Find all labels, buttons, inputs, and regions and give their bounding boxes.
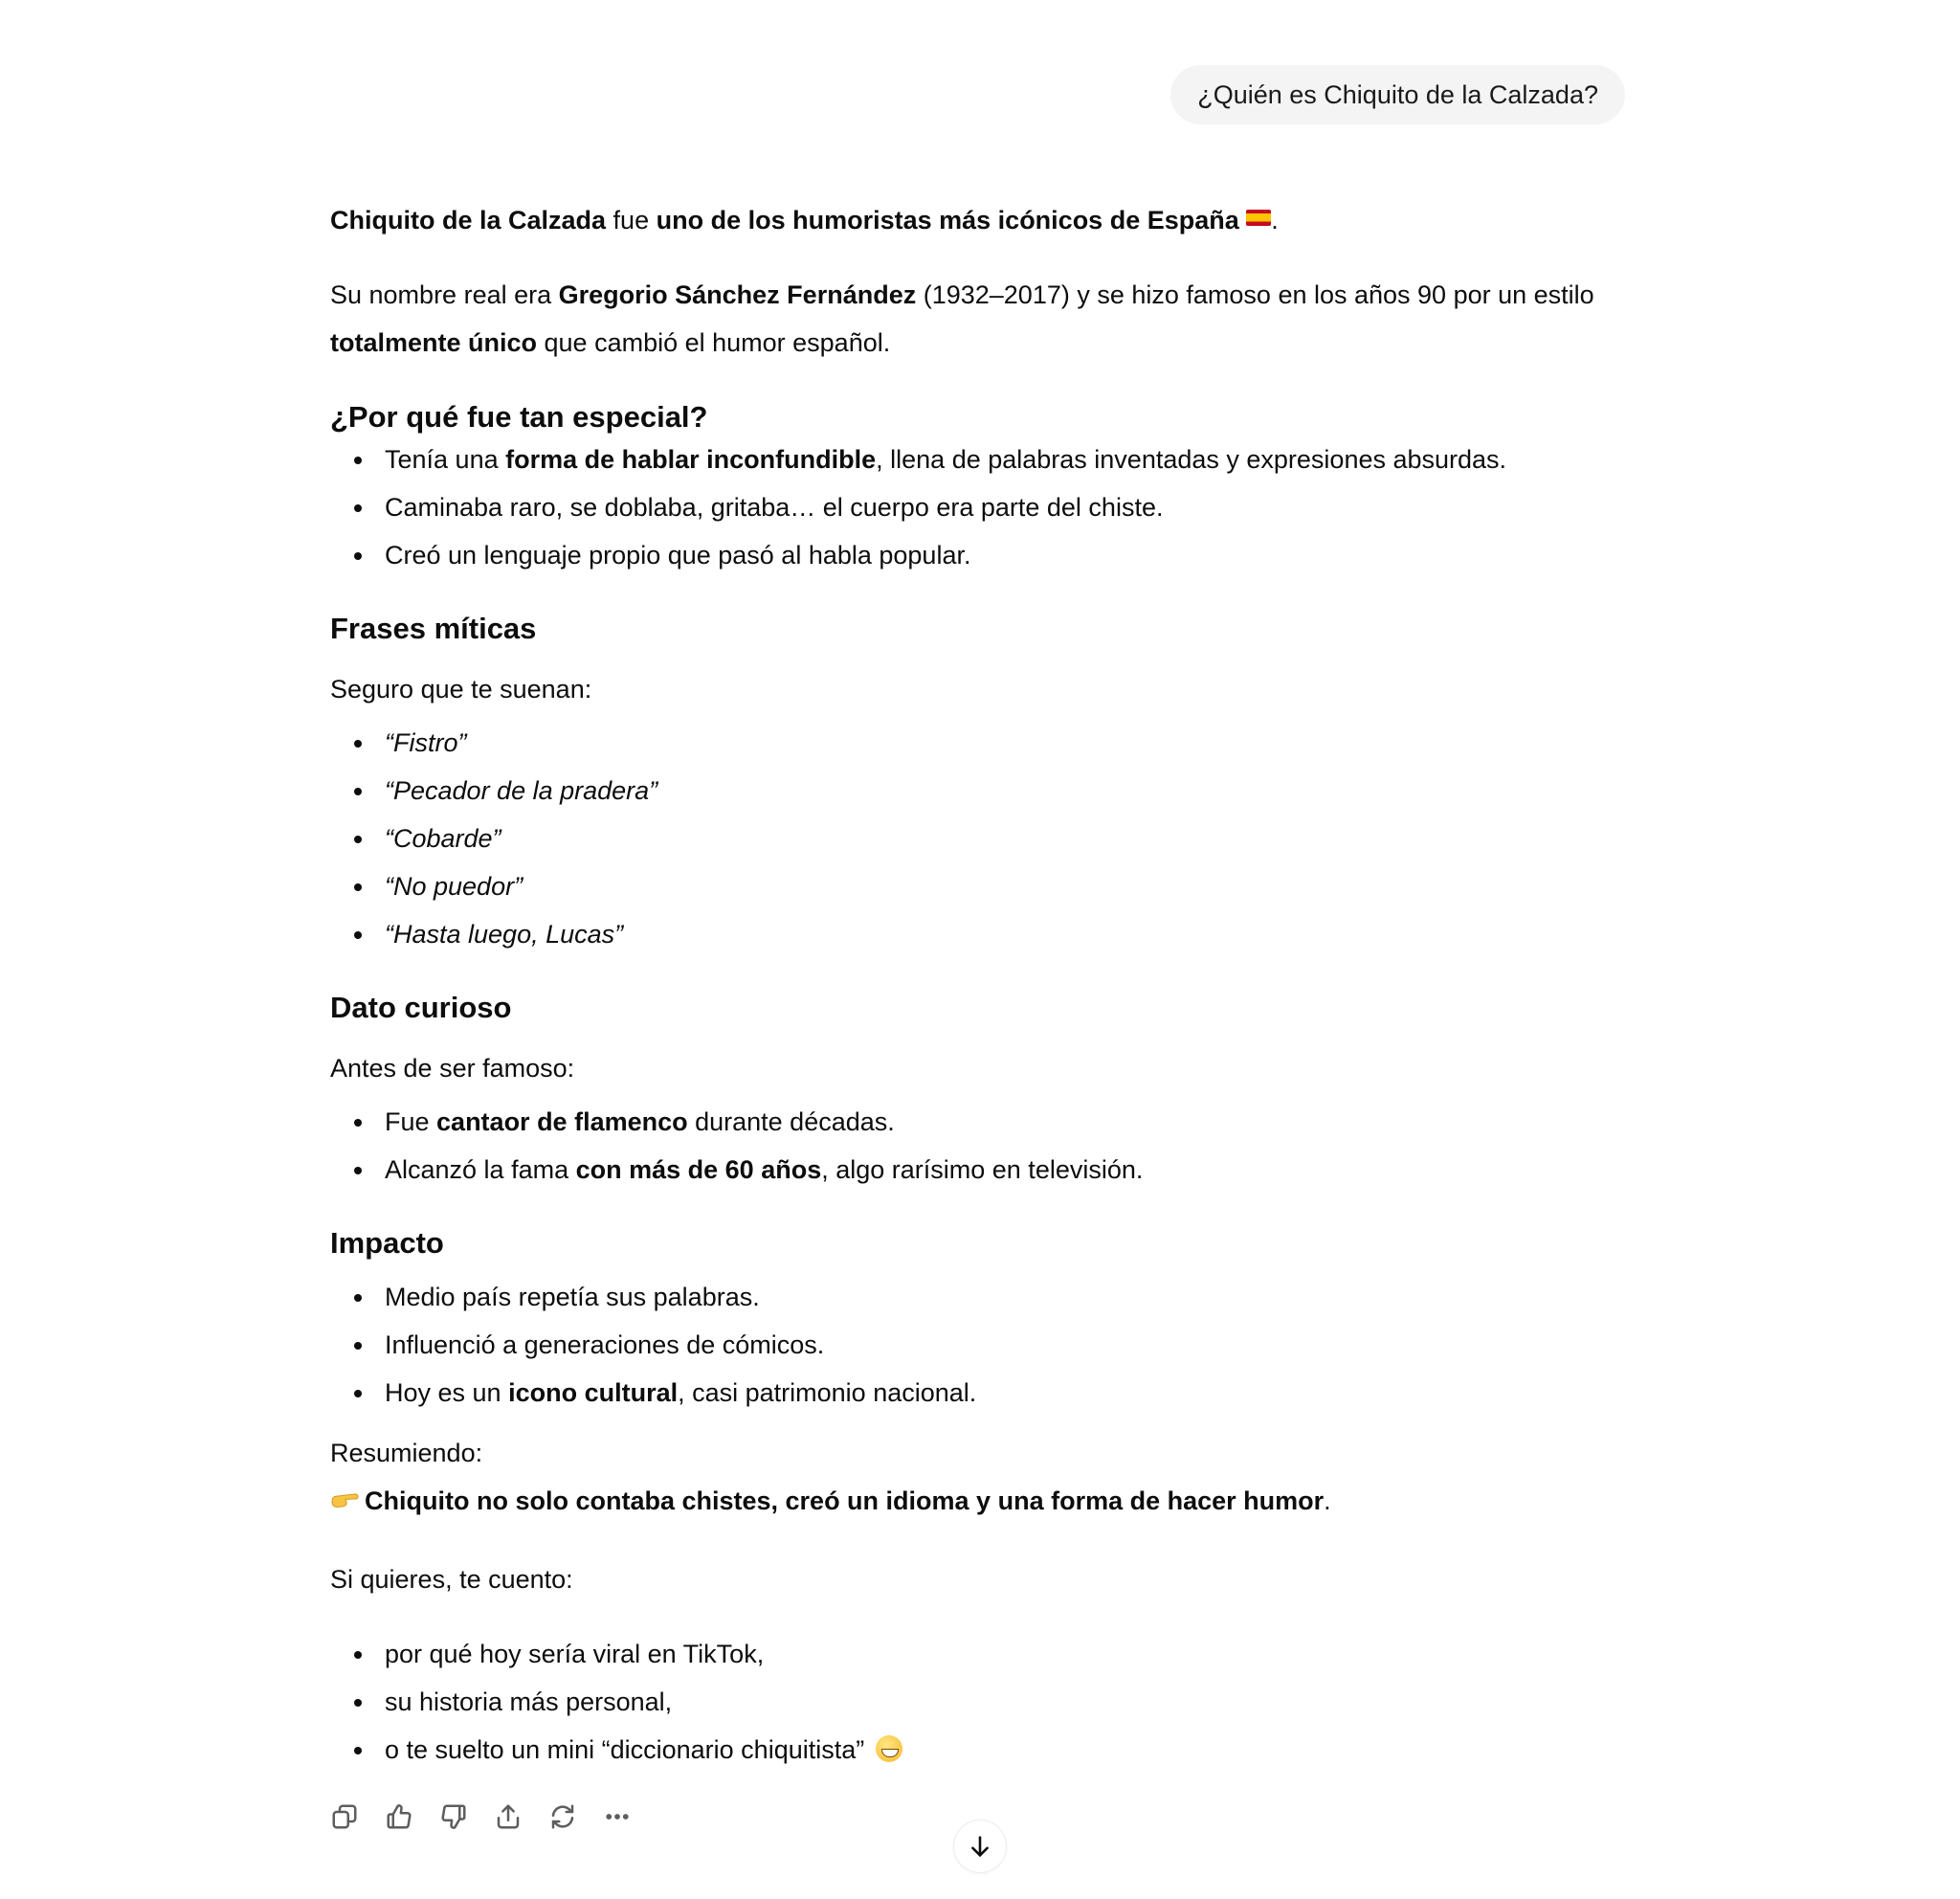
more-button[interactable] [603, 1798, 657, 1836]
summary-line [330, 1477, 1632, 1525]
text: Tenía una [385, 445, 506, 474]
heading-fact: Dato curioso [330, 991, 512, 1024]
list-item [385, 862, 1632, 910]
thumbs-down-icon [439, 1802, 468, 1831]
list-item [385, 1369, 1632, 1417]
offer-list [330, 1630, 1632, 1774]
summary-bold: Chiquito no solo contaba chistes, creó un idioma y una forma de hacer humor [365, 1486, 1325, 1515]
list-item [385, 1146, 1632, 1194]
text: Alcanzó la fama [385, 1155, 576, 1184]
list-item: Creó un lenguaje propio que pasó al habla popular. [385, 531, 1632, 579]
user-message-bubble [1170, 65, 1625, 124]
list-item [385, 815, 1632, 862]
text: Su nombre real era [330, 280, 559, 309]
user-message-text: ¿Quién es Chiquito de la Calzada? [1197, 79, 1598, 109]
phrase: “No puedor” [385, 872, 523, 901]
heading-phrases: Frases míticas [330, 612, 537, 645]
intro-claim: uno de los humoristas más icónicos de España [656, 206, 1239, 235]
list-item: por qué hoy sería viral en TikTok, [385, 1630, 1632, 1678]
text: durante décadas. [687, 1107, 895, 1136]
regenerate-button[interactable] [548, 1798, 603, 1836]
thumbs-up-icon [385, 1802, 413, 1831]
text: que cambió el humor español. [537, 328, 891, 357]
list-item [385, 767, 1632, 815]
list-item [385, 436, 1632, 483]
text: Fue [385, 1107, 437, 1136]
list-item [385, 910, 1632, 958]
text: , llena de palabras inventadas y expresiones absurdas. [876, 445, 1507, 474]
text: o te suelto un mini “diccionario chiquitista” [385, 1735, 865, 1764]
summary-label: Resumiendo: [330, 1439, 483, 1467]
fact-intro: Antes de ser famoso: [330, 1054, 575, 1083]
refresh-icon [548, 1802, 577, 1831]
spain-flag-icon [1246, 210, 1271, 226]
text: , algo rarísimo en televisión. [821, 1155, 1144, 1184]
list-item: Caminaba raro, se doblaba, gritaba… el cuerpo era parte del chiste. [385, 483, 1632, 531]
copy-button[interactable] [330, 1798, 385, 1836]
text: (1932–2017) y se hizo famoso en los años 90 por un estilo [916, 280, 1594, 309]
phrases-list [330, 719, 1632, 958]
list-item [385, 1098, 1632, 1146]
list-item: Medio país repetía sus palabras. [385, 1273, 1632, 1321]
intro-name: Chiquito de la Calzada [330, 206, 607, 235]
intro-end: . [1271, 206, 1279, 235]
offer-intro: Si quieres, te cuento: [330, 1565, 573, 1594]
arrow-down-icon [967, 1833, 993, 1860]
copy-icon [330, 1802, 359, 1831]
impact-list [330, 1273, 1632, 1417]
pointing-hand-icon [330, 1490, 359, 1509]
list-item: su historia más personal, [385, 1678, 1632, 1726]
phrase: “Cobarde” [385, 824, 501, 853]
list-item: Influenció a generaciones de cómicos. [385, 1321, 1632, 1369]
phrase: “Hasta luego, Lucas” [385, 920, 624, 949]
bold-text: forma de hablar inconfundible [505, 445, 877, 474]
share-icon [494, 1802, 523, 1831]
heading-impact: Impacto [330, 1226, 444, 1260]
thumbs-up-button[interactable] [385, 1798, 439, 1836]
text: . [1324, 1486, 1331, 1515]
list-item [385, 719, 1632, 767]
phrase: “Pecador de la pradera” [385, 776, 658, 805]
heading-special: ¿Por qué fue tan especial? [330, 400, 708, 434]
bold-text: totalmente único [330, 328, 538, 357]
list-item [385, 1726, 1632, 1774]
scroll-to-bottom-button[interactable] [953, 1820, 1007, 1873]
bold-text: cantaor de flamenco [436, 1107, 688, 1136]
intro-paragraph [330, 196, 1632, 244]
grinning-face-icon [876, 1735, 902, 1762]
more-icon [603, 1802, 632, 1831]
message-actions [330, 1798, 657, 1836]
real-name-paragraph [330, 271, 1632, 367]
special-list [330, 436, 1632, 579]
text: , casi patrimonio nacional. [678, 1378, 977, 1407]
intro-verb: fue [606, 206, 657, 235]
thumbs-down-button[interactable] [439, 1798, 494, 1836]
phrase: “Fistro” [385, 728, 467, 757]
real-name: Gregorio Sánchez Fernández [558, 280, 917, 309]
text: Hoy es un [385, 1378, 509, 1407]
fact-list [330, 1098, 1632, 1194]
assistant-message [330, 196, 1632, 1774]
phrases-intro: Seguro que te suenan: [330, 675, 592, 704]
bold-text: con más de 60 años [575, 1155, 822, 1184]
share-button[interactable] [494, 1798, 548, 1836]
bold-text: icono cultural [508, 1378, 679, 1407]
